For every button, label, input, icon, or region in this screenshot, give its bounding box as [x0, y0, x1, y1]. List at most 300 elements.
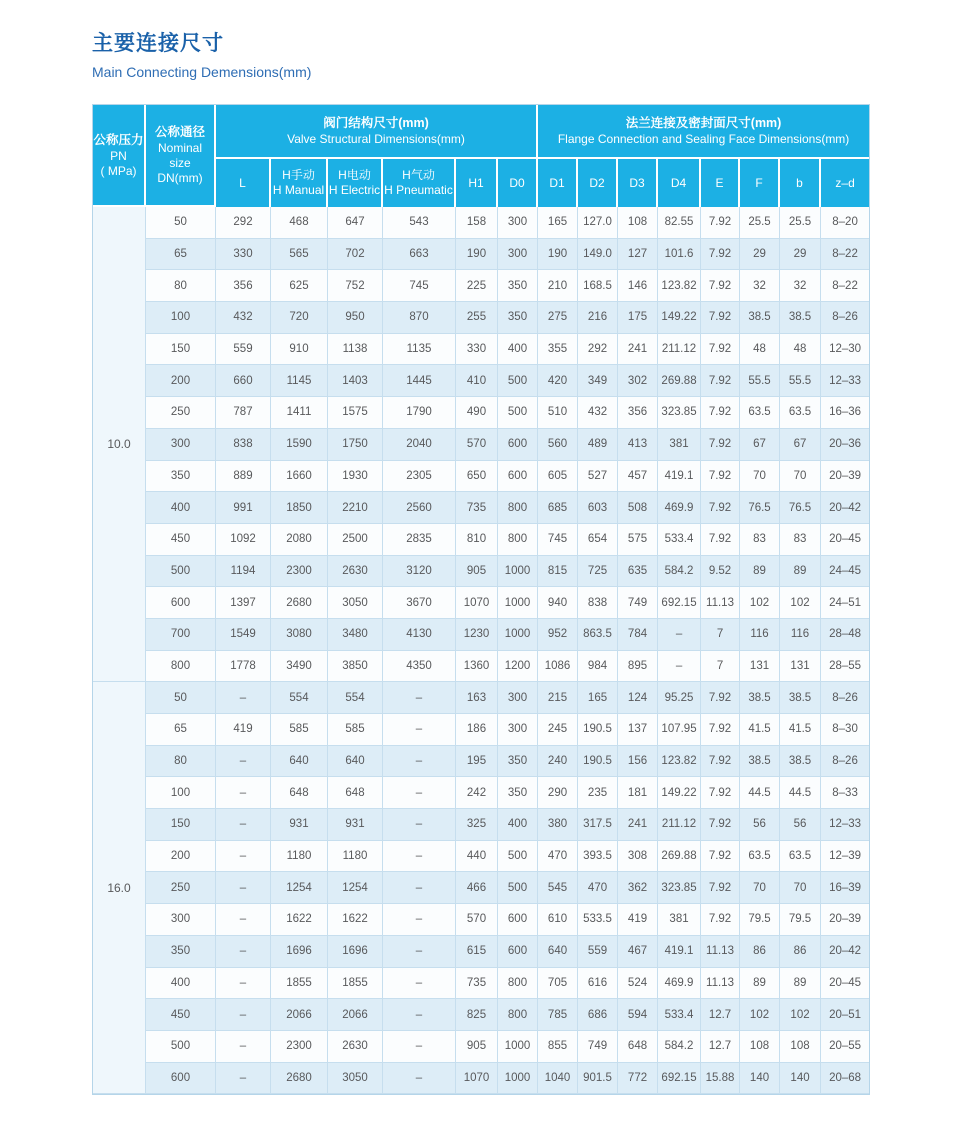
value-cell: 350 — [498, 777, 538, 809]
value-cell: 584.2 — [658, 556, 701, 588]
value-cell: – — [216, 968, 271, 1000]
value-cell: 432 — [578, 397, 618, 429]
table-row — [93, 999, 869, 1031]
value-cell: 211.12 — [658, 809, 701, 841]
value-cell: 70 — [740, 872, 780, 904]
value-cell: 810 — [456, 524, 498, 556]
value-cell: 11.13 — [701, 968, 740, 1000]
value-cell: – — [383, 682, 456, 714]
value-cell: 29 — [780, 239, 821, 271]
value-cell: 12–39 — [821, 841, 869, 873]
value-cell: 44.5 — [740, 777, 780, 809]
value-cell: 432 — [216, 302, 271, 334]
value-cell: 300 — [498, 714, 538, 746]
value-cell: 1622 — [271, 904, 328, 936]
page-title: 主要连接尺寸 — [92, 32, 224, 55]
table-row — [93, 682, 869, 714]
value-cell: – — [658, 651, 701, 683]
value-cell: 89 — [780, 556, 821, 588]
value-cell: 870 — [383, 302, 456, 334]
value-cell: 123.82 — [658, 746, 701, 778]
value-cell: 149.0 — [578, 239, 618, 271]
value-cell: 56 — [780, 809, 821, 841]
pn-header-line2: PN — [110, 148, 127, 163]
table-row — [93, 777, 869, 809]
value-cell: 901.5 — [578, 1063, 618, 1095]
value-cell: 785 — [538, 999, 578, 1031]
value-cell: 7.92 — [701, 397, 740, 429]
value-cell: 146 — [618, 270, 658, 302]
value-cell: 79.5 — [740, 904, 780, 936]
value-cell: 70 — [780, 461, 821, 493]
value-cell: 140 — [740, 1063, 780, 1095]
value-cell: 149.22 — [658, 302, 701, 334]
value-cell: 2680 — [271, 587, 328, 619]
value-cell: 543 — [383, 207, 456, 239]
dn-cell: 500 — [146, 1031, 216, 1063]
value-cell: 38.5 — [780, 682, 821, 714]
table-row — [93, 587, 869, 619]
dn-cell: 400 — [146, 492, 216, 524]
value-cell: 8–26 — [821, 302, 869, 334]
value-cell: 32 — [740, 270, 780, 302]
value-cell: 1230 — [456, 619, 498, 651]
value-cell: 7.92 — [701, 239, 740, 271]
value-cell: 533.4 — [658, 999, 701, 1031]
value-cell: 16–39 — [821, 872, 869, 904]
value-cell: 70 — [780, 872, 821, 904]
value-cell: 102 — [740, 587, 780, 619]
value-cell: 3670 — [383, 587, 456, 619]
value-cell: 1000 — [498, 619, 538, 651]
value-cell: 7.92 — [701, 746, 740, 778]
value-cell: 102 — [780, 587, 821, 619]
table-row — [93, 334, 869, 366]
value-cell: 356 — [618, 397, 658, 429]
value-cell: 470 — [578, 872, 618, 904]
value-cell: 8–26 — [821, 746, 869, 778]
value-cell: 12.7 — [701, 999, 740, 1031]
value-cell: 650 — [456, 461, 498, 493]
value-cell: 616 — [578, 968, 618, 1000]
value-cell: 3850 — [328, 651, 383, 683]
value-cell: 648 — [328, 777, 383, 809]
value-cell: 355 — [538, 334, 578, 366]
value-cell: 165 — [578, 682, 618, 714]
table-row — [93, 207, 869, 239]
value-cell: 165 — [538, 207, 578, 239]
value-cell: 241 — [618, 334, 658, 366]
value-cell: 1696 — [328, 936, 383, 968]
value-cell: 4350 — [383, 651, 456, 683]
pn-section-cell: 16.0 — [93, 682, 146, 1094]
value-cell: 490 — [456, 397, 498, 429]
value-cell: 86 — [780, 936, 821, 968]
value-cell: 489 — [578, 429, 618, 461]
table-row — [93, 429, 869, 461]
value-cell: 863.5 — [578, 619, 618, 651]
value-cell: 20–51 — [821, 999, 869, 1031]
pn-section-cell: 10.0 — [93, 207, 146, 682]
table-row — [93, 556, 869, 588]
column-header: E — [701, 159, 740, 207]
table-row — [93, 1031, 869, 1063]
table-row — [93, 714, 869, 746]
dn-cell: 300 — [146, 904, 216, 936]
value-cell: 28–55 — [821, 651, 869, 683]
value-cell: 20–45 — [821, 968, 869, 1000]
value-cell: 7.92 — [701, 270, 740, 302]
table-row — [93, 968, 869, 1000]
value-cell: 508 — [618, 492, 658, 524]
value-cell: 140 — [780, 1063, 821, 1095]
value-cell: 838 — [578, 587, 618, 619]
value-cell: 15.88 — [701, 1063, 740, 1095]
value-cell: 381 — [658, 904, 701, 936]
value-cell: 410 — [456, 365, 498, 397]
value-cell: 400 — [498, 334, 538, 366]
column-header: H手动 H Manual — [271, 159, 328, 207]
value-cell: 466 — [456, 872, 498, 904]
valve-group-zh: 阀门结构尺寸(mm) — [323, 116, 429, 131]
value-cell: 3080 — [271, 619, 328, 651]
value-cell: – — [383, 999, 456, 1031]
column-header: D4 — [658, 159, 701, 207]
value-cell: 1411 — [271, 397, 328, 429]
value-cell: 560 — [538, 429, 578, 461]
value-cell: 107.95 — [658, 714, 701, 746]
value-cell: 76.5 — [740, 492, 780, 524]
value-cell: 905 — [456, 556, 498, 588]
value-cell: 38.5 — [780, 302, 821, 334]
value-cell: 55.5 — [740, 365, 780, 397]
column-header: H电动 H Electric — [328, 159, 383, 207]
value-cell: 1000 — [498, 1031, 538, 1063]
table-row — [93, 524, 869, 556]
value-cell: 510 — [538, 397, 578, 429]
column-header-dn — [146, 105, 216, 207]
value-cell: 12.7 — [701, 1031, 740, 1063]
value-cell: 3480 — [328, 619, 383, 651]
value-cell: 991 — [216, 492, 271, 524]
value-cell: 275 — [538, 302, 578, 334]
value-cell: 2630 — [328, 556, 383, 588]
value-cell: 600 — [498, 429, 538, 461]
value-cell: 952 — [538, 619, 578, 651]
value-cell: 7.92 — [701, 334, 740, 366]
dn-cell: 250 — [146, 872, 216, 904]
value-cell: 225 — [456, 270, 498, 302]
value-cell: 419.1 — [658, 936, 701, 968]
table-row — [93, 397, 869, 429]
value-cell: 570 — [456, 904, 498, 936]
value-cell: 1778 — [216, 651, 271, 683]
value-cell: 565 — [271, 239, 328, 271]
value-cell: 9.52 — [701, 556, 740, 588]
value-cell: 323.85 — [658, 397, 701, 429]
dn-cell: 450 — [146, 524, 216, 556]
value-cell: 380 — [538, 809, 578, 841]
table-row — [93, 365, 869, 397]
value-cell: 800 — [498, 968, 538, 1000]
value-cell: 594 — [618, 999, 658, 1031]
value-cell: 89 — [780, 968, 821, 1000]
dn-cell: 600 — [146, 1063, 216, 1095]
value-cell: 725 — [578, 556, 618, 588]
value-cell: 1855 — [271, 968, 328, 1000]
value-cell: 1000 — [498, 556, 538, 588]
value-cell: – — [216, 1063, 271, 1095]
value-cell: 705 — [538, 968, 578, 1000]
value-cell: 302 — [618, 365, 658, 397]
dimensions-table — [92, 104, 870, 1095]
value-cell: 800 — [498, 999, 538, 1031]
value-cell: 2305 — [383, 461, 456, 493]
value-cell: – — [216, 682, 271, 714]
value-cell: 600 — [498, 904, 538, 936]
dn-cell: 200 — [146, 841, 216, 873]
value-cell: 1254 — [328, 872, 383, 904]
value-cell: 25.5 — [780, 207, 821, 239]
value-cell: 559 — [578, 936, 618, 968]
value-cell: 2040 — [383, 429, 456, 461]
value-cell: 1790 — [383, 397, 456, 429]
value-cell: 419 — [216, 714, 271, 746]
value-cell: 108 — [780, 1031, 821, 1063]
value-cell: 3050 — [328, 1063, 383, 1095]
value-cell: 38.5 — [740, 302, 780, 334]
value-cell: 800 — [498, 492, 538, 524]
value-cell: 255 — [456, 302, 498, 334]
dn-cell: 350 — [146, 936, 216, 968]
value-cell: 745 — [383, 270, 456, 302]
value-cell: 76.5 — [780, 492, 821, 524]
table-body — [93, 207, 869, 1094]
value-cell: 63.5 — [780, 397, 821, 429]
value-cell: – — [383, 777, 456, 809]
value-cell: 241 — [618, 809, 658, 841]
table-row — [93, 239, 869, 271]
value-cell: 186 — [456, 714, 498, 746]
value-cell: 67 — [780, 429, 821, 461]
value-cell: 468 — [271, 207, 328, 239]
value-cell: 648 — [271, 777, 328, 809]
value-cell: 350 — [498, 270, 538, 302]
value-cell: 640 — [538, 936, 578, 968]
dn-cell: 80 — [146, 270, 216, 302]
value-cell: 32 — [780, 270, 821, 302]
value-cell: 931 — [328, 809, 383, 841]
value-cell: 1180 — [328, 841, 383, 873]
dn-cell: 600 — [146, 587, 216, 619]
value-cell: 190.5 — [578, 746, 618, 778]
value-cell: 28–48 — [821, 619, 869, 651]
column-header: D3 — [618, 159, 658, 207]
value-cell: 235 — [578, 777, 618, 809]
value-cell: 63.5 — [740, 841, 780, 873]
value-cell: 48 — [740, 334, 780, 366]
value-cell: 524 — [618, 968, 658, 1000]
value-cell: 735 — [456, 968, 498, 1000]
value-cell: 7.92 — [701, 777, 740, 809]
value-cell: – — [383, 872, 456, 904]
value-cell: 685 — [538, 492, 578, 524]
value-cell: 2560 — [383, 492, 456, 524]
value-cell: 1194 — [216, 556, 271, 588]
dn-cell: 65 — [146, 239, 216, 271]
value-cell: – — [216, 872, 271, 904]
value-cell: 211.12 — [658, 334, 701, 366]
value-cell: 2630 — [328, 1031, 383, 1063]
flange-group-en: Flange Connection and Sealing Face Dimensions(mm) — [557, 132, 850, 147]
value-cell: 63.5 — [780, 841, 821, 873]
value-cell: 500 — [498, 841, 538, 873]
value-cell: 127 — [618, 239, 658, 271]
dn-cell: 50 — [146, 207, 216, 239]
value-cell: 20–36 — [821, 429, 869, 461]
value-cell: 124 — [618, 682, 658, 714]
value-cell: – — [658, 619, 701, 651]
value-cell: 48 — [780, 334, 821, 366]
value-cell: 269.88 — [658, 841, 701, 873]
value-cell: 41.5 — [780, 714, 821, 746]
column-header: D1 — [538, 159, 578, 207]
value-cell: 469.9 — [658, 968, 701, 1000]
value-cell: 290 — [538, 777, 578, 809]
value-cell: 720 — [271, 302, 328, 334]
column-header: D2 — [578, 159, 618, 207]
value-cell: 931 — [271, 809, 328, 841]
value-cell: 635 — [618, 556, 658, 588]
value-cell: 1850 — [271, 492, 328, 524]
table-row — [93, 619, 869, 651]
value-cell: – — [216, 1031, 271, 1063]
value-cell: 245 — [538, 714, 578, 746]
value-cell: 420 — [538, 365, 578, 397]
dn-cell: 65 — [146, 714, 216, 746]
value-cell: – — [383, 968, 456, 1000]
column-header: F — [740, 159, 780, 207]
value-cell: 950 — [328, 302, 383, 334]
value-cell: 654 — [578, 524, 618, 556]
value-cell: 7.92 — [701, 461, 740, 493]
value-cell: 7.92 — [701, 872, 740, 904]
value-cell: 500 — [498, 397, 538, 429]
value-cell: 325 — [456, 809, 498, 841]
value-cell: 692.15 — [658, 587, 701, 619]
value-cell: 660 — [216, 365, 271, 397]
value-cell: 1750 — [328, 429, 383, 461]
value-cell: 554 — [271, 682, 328, 714]
value-cell: 63.5 — [740, 397, 780, 429]
value-cell: 8–20 — [821, 207, 869, 239]
value-cell: 584.2 — [658, 1031, 701, 1063]
value-cell: 29 — [740, 239, 780, 271]
value-cell: 533.5 — [578, 904, 618, 936]
value-cell: 330 — [456, 334, 498, 366]
value-cell: 605 — [538, 461, 578, 493]
value-cell: 240 — [538, 746, 578, 778]
value-cell: 44.5 — [780, 777, 821, 809]
value-cell: 83 — [780, 524, 821, 556]
value-cell: 1660 — [271, 461, 328, 493]
dn-cell: 700 — [146, 619, 216, 651]
value-cell: 7.92 — [701, 904, 740, 936]
value-cell: 86 — [740, 936, 780, 968]
value-cell: – — [383, 904, 456, 936]
value-cell: 102 — [740, 999, 780, 1031]
dn-cell: 80 — [146, 746, 216, 778]
value-cell: 158 — [456, 207, 498, 239]
value-cell: 787 — [216, 397, 271, 429]
value-cell: 1254 — [271, 872, 328, 904]
table-row — [93, 651, 869, 683]
value-cell: 8–22 — [821, 239, 869, 271]
table-row — [93, 936, 869, 968]
value-cell: 300 — [498, 207, 538, 239]
value-cell: 362 — [618, 872, 658, 904]
value-cell: 2500 — [328, 524, 383, 556]
value-cell: 7.92 — [701, 302, 740, 334]
value-cell: – — [216, 777, 271, 809]
dn-cell: 100 — [146, 777, 216, 809]
value-cell: 3120 — [383, 556, 456, 588]
group-header-valve — [216, 105, 538, 159]
value-cell: 772 — [618, 1063, 658, 1095]
value-cell: 1360 — [456, 651, 498, 683]
value-cell: 2066 — [328, 999, 383, 1031]
value-cell: 940 — [538, 587, 578, 619]
value-cell: 419 — [618, 904, 658, 936]
dn-cell: 150 — [146, 334, 216, 366]
value-cell: 55.5 — [780, 365, 821, 397]
value-cell: 116 — [780, 619, 821, 651]
value-cell: – — [383, 1063, 456, 1095]
value-cell: 640 — [271, 746, 328, 778]
value-cell: – — [383, 1031, 456, 1063]
value-cell: 1135 — [383, 334, 456, 366]
value-cell: 1070 — [456, 1063, 498, 1095]
value-cell: 2680 — [271, 1063, 328, 1095]
dn-cell: 150 — [146, 809, 216, 841]
value-cell: 41.5 — [740, 714, 780, 746]
value-cell: 600 — [498, 936, 538, 968]
value-cell: 108 — [618, 207, 658, 239]
value-cell: 24–45 — [821, 556, 869, 588]
value-cell: 600 — [498, 461, 538, 493]
value-cell: 419.1 — [658, 461, 701, 493]
value-cell: 647 — [328, 207, 383, 239]
value-cell: – — [216, 809, 271, 841]
value-cell: 815 — [538, 556, 578, 588]
value-cell: 163 — [456, 682, 498, 714]
value-cell: 190 — [456, 239, 498, 271]
value-cell: 692.15 — [658, 1063, 701, 1095]
value-cell: 20–39 — [821, 904, 869, 936]
value-cell: 308 — [618, 841, 658, 873]
value-cell: 83 — [740, 524, 780, 556]
value-cell: 25.5 — [740, 207, 780, 239]
value-cell: 1070 — [456, 587, 498, 619]
value-cell: 102 — [780, 999, 821, 1031]
table-row — [93, 809, 869, 841]
value-cell: 210 — [538, 270, 578, 302]
value-cell: 625 — [271, 270, 328, 302]
value-cell: 1855 — [328, 968, 383, 1000]
value-cell: 127.0 — [578, 207, 618, 239]
value-cell: 79.5 — [780, 904, 821, 936]
table-row — [93, 841, 869, 873]
